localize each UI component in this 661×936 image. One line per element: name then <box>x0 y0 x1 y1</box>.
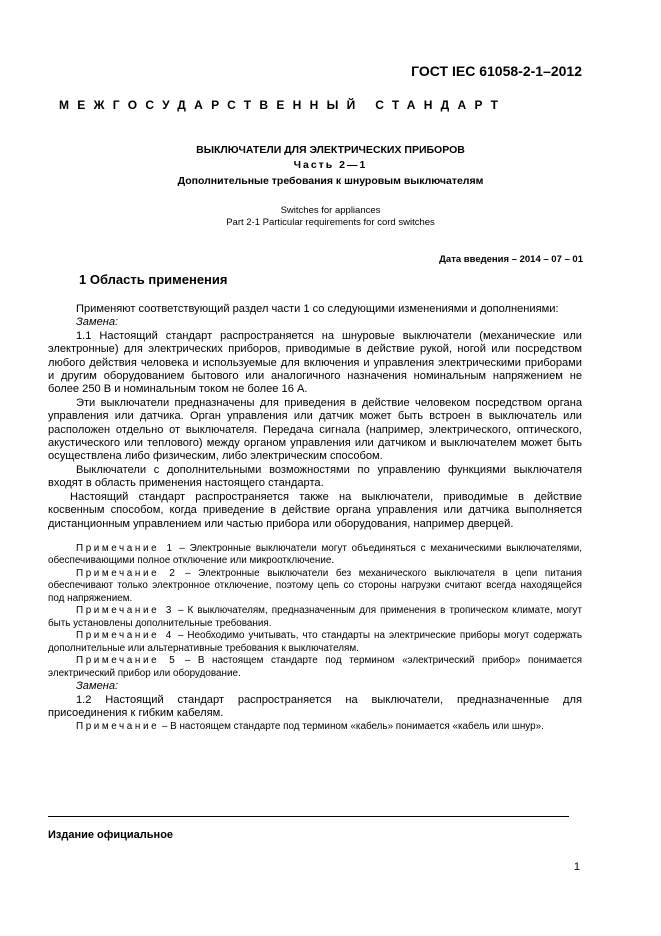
note-label: Примечание 2 <box>76 567 178 579</box>
replacement-label-2: Замена: <box>76 680 119 693</box>
notes-list <box>48 543 582 681</box>
document-title: ВЫКЛЮЧАТЕЛИ ДЛЯ ЭЛЕКТРИЧЕСКИХ ПРИБОРОВ <box>196 144 465 156</box>
note-text: – Необходимо учитывать, что стандарты на электрические приборы могут содержать дополнительные или альтернативные требования к выключателям. <box>48 630 582 654</box>
note-label: Примечание 5 <box>76 655 178 667</box>
page-number: 1 <box>573 861 580 873</box>
section-body <box>48 303 582 733</box>
note-label: Примечание 4 <box>76 630 174 642</box>
paragraph-intro: Применяют соответствующий раздел части 1 со следующими изменениями и дополнениями: <box>76 303 559 315</box>
english-title-line-2: Part 2-1 Particular requirements for cord switches <box>226 217 435 228</box>
paragraph-1-2: 1.2 Настоящий стандарт распространяется на выключатели, предназначенные для присоединения к гибким кабелям. <box>48 693 582 720</box>
standard-banner: МЕЖГОСУДАРСТВЕННЫЙ СТАНДАРТ <box>59 98 507 112</box>
introduction-date: Дата введения – 2014 – 07 – 01 <box>439 254 583 265</box>
note-4 <box>48 630 582 655</box>
document-subtitle: Дополнительные требования к шнуровым выключателям <box>177 175 484 187</box>
paragraph-1-1: 1.1 Настоящий стандарт распространяется на шнуровые выключатели (механические или электронные) для электрических приборов, приводимые в действие рукой, ногой или посредством любого действия человека и используемые для включения и управления электрическими приборами и другим оборудованием бытового или аналогичного назначения номинальным напряжением не более 250 В и номинальным током не более 16 А. <box>48 329 582 396</box>
paragraph-indirect: Настоящий стандарт распространяется также на выключатели, приводимые в действие косвенным способом, когда приведение в действие органа управления или датчика выполняется дистанционным управлением или частью прибора или оборудования, например дверцей. <box>48 490 582 530</box>
note-5 <box>48 655 582 680</box>
footer-divider <box>48 816 569 817</box>
part-number: Часть 2—1 <box>293 159 368 171</box>
title-block <box>0 144 661 229</box>
paragraph-additional: Выключатели с дополнительными возможностями по управлению функциями выключателя входят в область применения настоящего стандарта. <box>48 463 582 490</box>
section-title: 1 Область применения <box>79 272 228 287</box>
replacement-label: Замена: <box>76 316 119 329</box>
note-cable <box>48 721 582 734</box>
note-text: – К выключателям, предназначенным для применения в тропическом климате, могут быть установлены дополнительные требования. <box>48 605 582 629</box>
note-2 <box>48 568 582 606</box>
note-text: – Электронные выключатели без механического выключателя в цепи питания обеспечивают только электронное отключение, поэтому цепь со стороны нагрузки считают всегда находящейся под напряжением. <box>48 567 583 604</box>
note-text: – Электронные выключатели могут объединяться с механическими выключателями, обеспечивающими полное отключение или микроотключение. <box>48 542 582 567</box>
note-label: Примечание 1 <box>76 542 175 554</box>
paragraph-operation: Эти выключатели предназначены для приведения в действие человеком посредством органа управления или датчика. Орган управления или датчик может быть встроен в выключатель или расположен отдельно от выключателя. Передача сигнала (например, электрического, оптического, акустического или теплового) между органом управления или датчиком и выключателем может быть осуществлена либо физическим, либо электрическим способом. <box>48 396 582 463</box>
english-title-line-1: Switches for appliances <box>280 205 381 216</box>
note-1 <box>48 543 582 568</box>
edition-label: Издание официальное <box>48 829 174 841</box>
note-3 <box>48 605 582 630</box>
note-label: Примечание <box>76 720 160 732</box>
standard-number: ГОСТ IEC 61058-2-1–2012 <box>411 63 582 79</box>
note-label: Примечание 3 <box>76 605 174 617</box>
note-text: – В настоящем стандарте под термином «электрический прибор» понимается электрический прибор или оборудование. <box>48 655 583 679</box>
note-text: – В настоящем стандарте под термином «кабель» понимается «кабель или шнур». <box>159 720 544 732</box>
